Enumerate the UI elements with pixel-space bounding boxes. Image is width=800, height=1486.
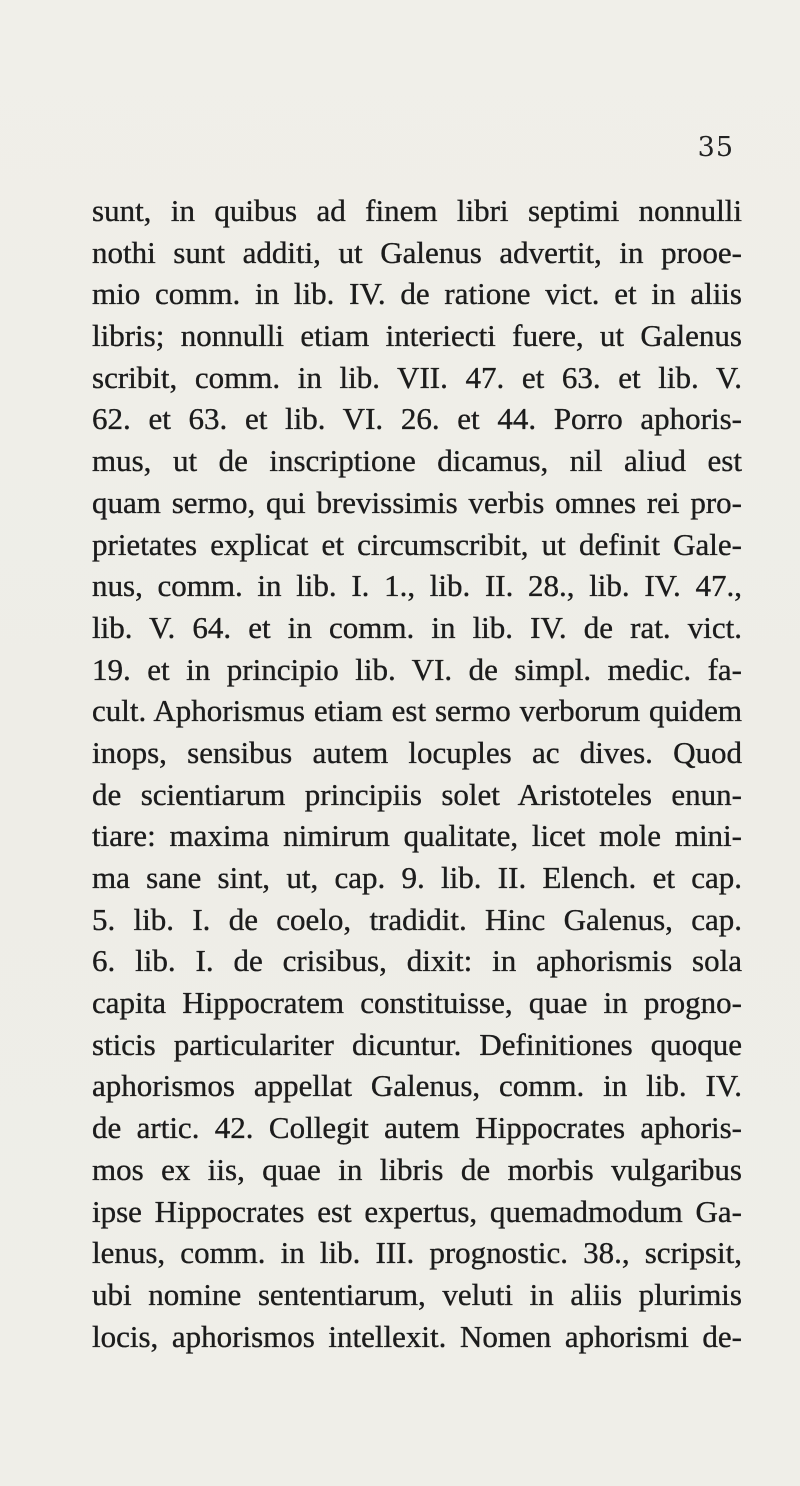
- text-line: prietates explicat et circumscribit, ut definit Gale-: [92, 526, 742, 562]
- text-line: nus, comm. in lib. I. 1., lib. II. 28., lib. IV. 47.,: [92, 568, 742, 604]
- text-line: de scientiarum principiis solet Aristoteles enun-: [92, 776, 742, 812]
- text-line: ubi nomine sententiarum, veluti in aliis plurimis: [92, 1276, 742, 1312]
- text-line: de artic. 42. Collegit autem Hippocrates aphoris-: [92, 1110, 742, 1146]
- text-line: lib. V. 64. et in comm. in lib. IV. de rat. vict.: [92, 609, 742, 645]
- text-line: cult. Aphorismus etiam est sermo verborum quidem: [92, 693, 742, 729]
- text-line: sticis particulariter dicuntur. Definitiones quoque: [92, 1026, 742, 1062]
- text-line: sunt, in quibus ad finem libri septimi nonnulli: [92, 193, 742, 228]
- text-line: 19. et in principio lib. VI. de simpl. medic. fa-: [92, 651, 742, 687]
- text-line: mos ex iis, quae in libris de morbis vulgaribus: [92, 1151, 742, 1187]
- text-line: mus, ut de inscriptione dicamus, nil aliud est: [92, 443, 742, 479]
- text-line: mio comm. in lib. IV. de ratione vict. et in aliis: [92, 276, 742, 312]
- text-line: nothi sunt additi, ut Galenus advertit, in prooe-: [92, 234, 742, 270]
- text-line: inops, sensibus autem locuples ac dives. Quod: [92, 734, 742, 770]
- text-line: locis, aphorismos intellexit. Nomen aphorismi de-: [92, 1318, 742, 1354]
- text-line: ma sane sint, ut, cap. 9. lib. II. Elench. et cap.: [92, 860, 742, 895]
- text-line: 5. lib. I. de coelo, tradidit. Hinc Galenus, cap.: [92, 901, 742, 937]
- body-text: [92, 190, 742, 1357]
- text-line: 6. lib. I. de crisibus, dixit: in aphorismis sola: [92, 943, 742, 979]
- text-line: quam sermo, qui brevissimis verbis omnes rei pro-: [92, 484, 742, 520]
- page-number: 35: [697, 132, 734, 163]
- text-line: libris; nonnulli etiam interiecti fuere, ut Galenus: [92, 318, 742, 354]
- text-line: lenus, comm. in lib. III. prognostic. 38., scripsit,: [92, 1235, 742, 1271]
- text-line: 62. et 63. et lib. VI. 26. et 44. Porro aphoris-: [92, 401, 742, 437]
- text-line: ipse Hippocrates est expertus, quemadmodum Ga-: [92, 1193, 742, 1229]
- text-line: aphorismos appellat Galenus, comm. in lib. IV.: [92, 1068, 742, 1104]
- text-line: tiare: maxima nimirum qualitate, licet mole mini-: [92, 818, 742, 854]
- text-line: scribit, comm. in lib. VII. 47. et 63. et lib. V.: [92, 359, 742, 395]
- text-line: capita Hippocratem constituisse, quae in progno-: [92, 985, 742, 1021]
